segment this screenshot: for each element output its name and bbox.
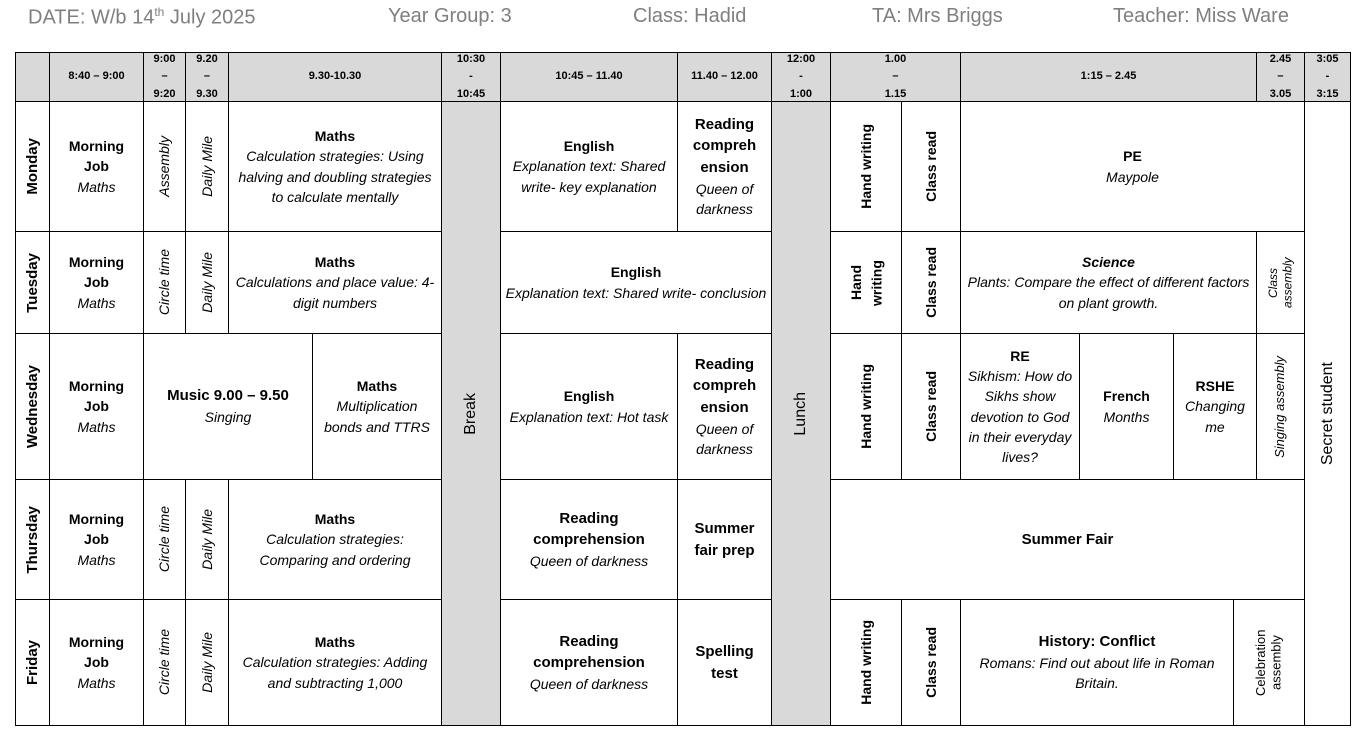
corner-cell — [15, 52, 50, 102]
friday-history: History: Conflict Romans: Find out about life in Roman Britain. — [960, 599, 1234, 726]
friday-maths: Maths Calculation strategies: Adding and subtracting 1,000 — [228, 599, 442, 726]
friday-reading: Reading comprehension Queen of darkness — [500, 599, 678, 726]
time-slot-5: 10:30 - 10:45 — [441, 52, 501, 102]
day-label-thursday: Thursday — [15, 479, 50, 600]
teacher-label: Teacher: Miss Ware — [1113, 5, 1289, 27]
lunch-column: Lunch — [771, 101, 831, 726]
tuesday-class-read: Class read — [901, 231, 961, 334]
tuesday-daily-mile: Daily Mile — [185, 231, 229, 334]
tuesday-science: Science Plants: Compare the effect of different factors on plant growth. — [960, 231, 1257, 334]
friday-spelling-test: Spelling test — [677, 599, 772, 726]
tuesday-english: English Explanation text: Shared write- conclusion — [500, 231, 772, 334]
day-label-monday: Monday — [15, 101, 50, 232]
day-label-friday: Friday — [15, 599, 50, 726]
thursday-daily-mile: Daily Mile — [185, 479, 229, 600]
break-column: Break — [441, 101, 501, 726]
monday-hand-writing: Hand writing — [830, 101, 902, 232]
friday-daily-mile: Daily Mile — [185, 599, 229, 726]
tuesday-circle-time: Circle time — [143, 231, 186, 334]
monday-pe: PE Maypole — [960, 101, 1305, 232]
tuesday-hand-writing: Hand writing — [830, 231, 902, 334]
secret-student-column: Secret student — [1304, 101, 1351, 726]
friday-morning-job: Morning Job Maths — [49, 599, 144, 726]
wednesday-class-read: Class read — [901, 333, 961, 480]
day-label-tuesday: Tuesday — [15, 231, 50, 334]
ta-label: TA: Mrs Briggs — [872, 5, 1003, 27]
monday-reading: Reading compreh ension Queen of darkness — [677, 101, 772, 232]
friday-class-read: Class read — [901, 599, 961, 726]
monday-class-read: Class read — [901, 101, 961, 232]
class-label: Class: Hadid — [633, 5, 747, 27]
time-slot-12: 3:05 - 3:15 — [1304, 52, 1351, 102]
friday-circle-time: Circle time — [143, 599, 186, 726]
friday-hand-writing: Hand writing — [830, 599, 902, 726]
wednesday-singing-assembly: Singing assembly — [1256, 333, 1305, 480]
date-label: DATE: W/b 14th July 2025 — [28, 5, 256, 29]
time-slot-1: 8:40 – 9:00 — [49, 52, 144, 102]
wednesday-reading: Reading compreh ension Queen of darkness — [677, 333, 772, 480]
thursday-reading: Reading comprehension Queen of darkness — [500, 479, 678, 600]
wednesday-french: French Months — [1079, 333, 1174, 480]
monday-assembly: Assembly — [143, 101, 186, 232]
thursday-summer-fair-prep: Summer fair prep — [677, 479, 772, 600]
wednesday-maths: Maths Multiplication bonds and TTRS — [312, 333, 442, 480]
friday-celebration-assembly: Celebration assembly — [1233, 599, 1305, 726]
time-slot-2: 9:00 – 9:20 — [143, 52, 186, 102]
monday-morning-job: Morning Job Maths — [49, 101, 144, 232]
time-slot-6: 10:45 – 11.40 — [500, 52, 678, 102]
monday-maths: Maths Calculation strategies: Using halving and doubling strategies to calculate mentally — [228, 101, 442, 232]
thursday-circle-time: Circle time — [143, 479, 186, 600]
thursday-maths: Maths Calculation strategies: Comparing and ordering — [228, 479, 442, 600]
time-slot-8: 12:00 - 1:00 — [771, 52, 831, 102]
day-label-wednesday: Wednesday — [15, 333, 50, 480]
wednesday-music: Music 9.00 – 9.50 Singing — [143, 333, 313, 480]
time-slot-4: 9.30-10.30 — [228, 52, 442, 102]
monday-daily-mile: Daily Mile — [185, 101, 229, 232]
wednesday-morning-job: Morning Job Maths — [49, 333, 144, 480]
tuesday-morning-job: Morning Job Maths — [49, 231, 144, 334]
wednesday-english: English Explanation text: Hot task — [500, 333, 678, 480]
tuesday-class-assembly: Class assembly — [1256, 231, 1305, 334]
tuesday-maths: Maths Calculations and place value: 4-digit numbers — [228, 231, 442, 334]
time-slot-7: 11.40 – 12.00 — [677, 52, 772, 102]
time-slot-10: 1:15 – 2.45 — [960, 52, 1257, 102]
monday-english: English Explanation text: Shared write- key explanation — [500, 101, 678, 232]
year-group-label: Year Group: 3 — [388, 5, 512, 27]
time-slot-9: 1.00 – 1.15 — [830, 52, 961, 102]
time-slot-3: 9.20 – 9.30 — [185, 52, 229, 102]
time-slot-11: 2.45 – 3.05 — [1256, 52, 1305, 102]
thursday-morning-job: Morning Job Maths — [49, 479, 144, 600]
wednesday-hand-writing: Hand writing — [830, 333, 902, 480]
wednesday-rshe: RSHE Changing me — [1173, 333, 1257, 480]
wednesday-re: RE Sikhism: How do Sikhs show devotion to God in their everyday lives? — [960, 333, 1080, 480]
thursday-summer-fair: Summer Fair — [830, 479, 1305, 600]
